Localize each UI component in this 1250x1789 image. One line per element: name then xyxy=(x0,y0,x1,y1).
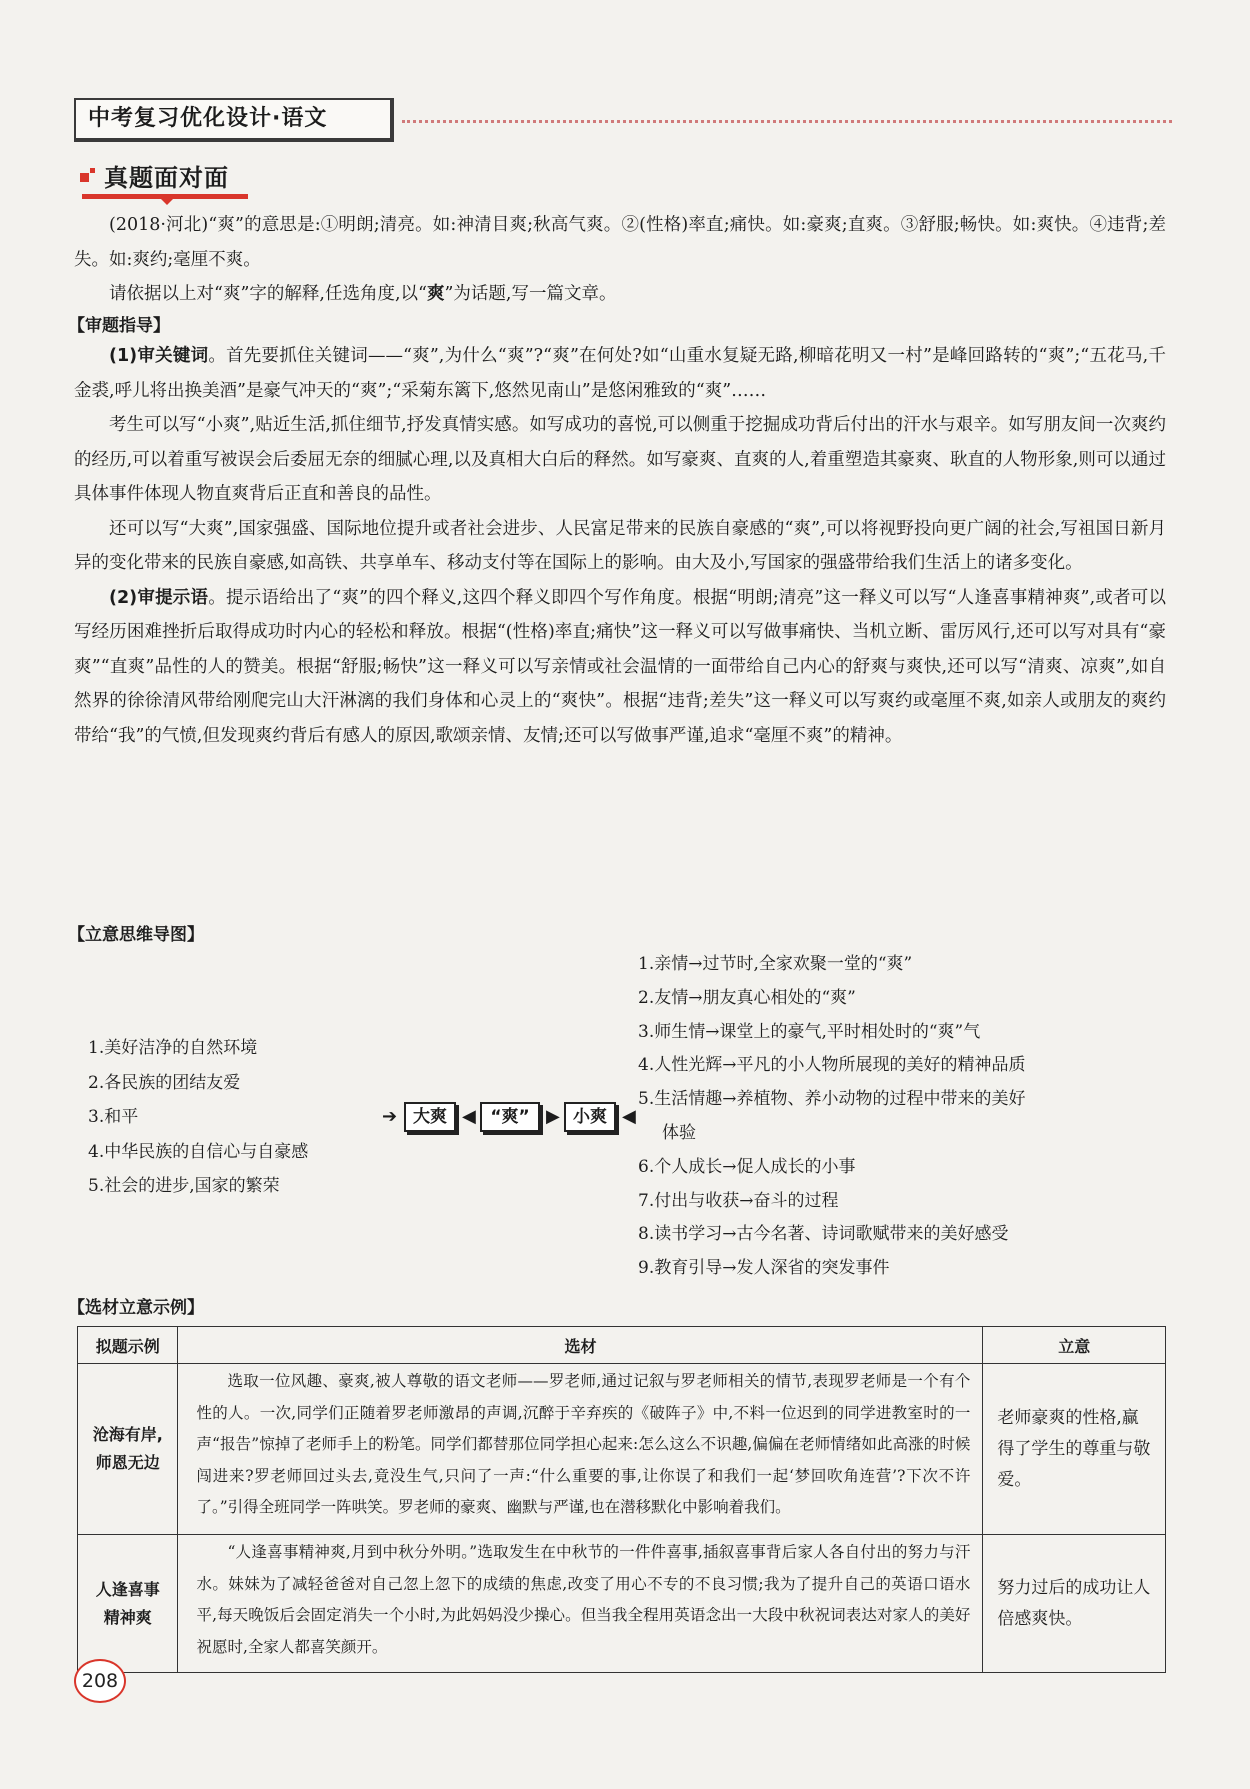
examples-label: 【选材立意示例】 xyxy=(68,1298,204,1318)
prompt-text xyxy=(74,208,1166,312)
mindmap-left-list xyxy=(88,1031,308,1204)
row-title-line: 人逢喜事 xyxy=(95,1579,160,1599)
mindmap-big-box: 大爽 xyxy=(404,1102,456,1132)
arrow-left-icon: ◀ xyxy=(462,1106,476,1127)
table-row xyxy=(78,1364,1166,1535)
guide-para-3: 还可以写“大爽”,国家强盛、国际地位提升或者社会进步、人民富足带来的民族自豪感的“爽”,可以将视野投向更广阔的社会,写祖国日新月异的变化带来的民族自豪感,如高铁、共享单车、移动支付等在国际上的影响。由大及小,写国家的强盛带给我们生活上的诸多变化。 xyxy=(74,518,1166,573)
mindmap-right-item: 6.个人成长→促人成长的小事 xyxy=(638,1156,856,1177)
row-material: 选取一位风趣、豪爽,被人尊敬的语文老师——罗老师,通过记叙与罗老师相关的情节,表现罗老师是一个有个性的人。一次,同学们正随着罗老师激昂的声调,沉醉于辛弃疾的《破阵子》中,不料一位迟到的同学进教室时的一声“报告”惊掉了老师手上的粉笔。同学们都替那位同学担心起来:怎么这么不识趣,偏偏在老师情绪如此高涨的时候闯进来?罗老师回过头去,竟没生气,只问了一声:“什么重要的事,让你误了和我们一起‘梦回吹角连营’?下次不许了。”引得全班同学一阵哄笑。罗老师的豪爽、幽默与严谨,也在潜移默化中影响着我们。 xyxy=(178,1364,983,1535)
section-underline xyxy=(82,194,248,199)
mindmap-right-item: 7.付出与收获→奋斗的过程 xyxy=(638,1190,839,1211)
mindmap-right-item: 2.友情→朋友真心相处的“爽” xyxy=(638,987,856,1008)
section-square-icon xyxy=(80,168,94,182)
examples-table xyxy=(77,1326,1166,1673)
mindmap-right-item: 8.读书学习→古今名著、诗词歌赋带来的美好感受 xyxy=(638,1224,1009,1245)
row-title xyxy=(78,1535,178,1673)
mindmap-left-item: 1.美好洁净的自然环境 xyxy=(88,1038,258,1058)
guide-key-2: (2)审提示语 xyxy=(109,587,209,608)
table-header-row xyxy=(78,1327,1166,1364)
row-idea: 努力过后的成功让人倍感爽快。 xyxy=(983,1535,1166,1673)
guide-para-2: 考生可以写“小爽”,贴近生活,抓住细节,抒发真情实感。如写成功的喜悦,可以侧重于挖掘成功背后付出的汗水与艰辛。如写朋友间一次爽约的经历,可以着重写被误会后委屈无奈的细腻心理,以及真相大白后的释然。如写豪爽、直爽的人,着重塑造其豪爽、耿直的人物形象,则可以通过具体事件体现人物直爽背后正直和善良的品性。 xyxy=(74,415,1166,504)
guide-label: 【审题指导】 xyxy=(68,316,170,336)
row-title xyxy=(78,1364,178,1535)
row-title-line: 师恩无边 xyxy=(95,1453,160,1473)
arrow-left-icon: ◀ xyxy=(622,1106,636,1127)
mindmap-right-item: 9.教育引导→发人深省的突发事件 xyxy=(638,1258,890,1279)
mindmap-root-box: “爽” xyxy=(480,1102,540,1132)
mindmap-left-item: 4.中华民族的自信心与自豪感 xyxy=(88,1141,309,1162)
mindmap-right-item-cont: 体验 xyxy=(662,1122,696,1143)
row-title-line: 沧海有岸, xyxy=(92,1425,163,1445)
prompt-line-2-post: ”为话题,写一篇文章。 xyxy=(444,284,617,304)
header-material: 选材 xyxy=(178,1327,983,1364)
book-title: 中考复习优化设计·语文 xyxy=(74,98,394,142)
guide-para-4 xyxy=(74,581,1166,754)
header-idea: 立意 xyxy=(983,1327,1166,1364)
section-title: 真题面对面 xyxy=(104,164,229,192)
prompt-line-2 xyxy=(74,277,1166,312)
arrow-right-icon: ▶ xyxy=(546,1106,560,1127)
guide-key-1: (1)审关键词 xyxy=(109,346,209,366)
mindmap-label: 【立意思维导图】 xyxy=(68,925,204,945)
page-number: 208 xyxy=(74,1659,126,1703)
guide-para-1 xyxy=(74,339,1166,408)
mindmap-left-item: 5.社会的进步,国家的繁荣 xyxy=(88,1176,280,1196)
row-title-line: 精神爽 xyxy=(103,1607,152,1627)
guide-para-1-text: 。首先要抓住关键词——“爽”,为什么“爽”?“爽”在何处?如“山重水复疑无路,柳暗花明又一村”是峰回路转的“爽”;“五花马,千金裘,呼儿将出换美酒”是豪气冲天的“爽”;“采菊东篱下,悠然见南山”是悠闲雅致的“爽”…… xyxy=(74,346,1166,401)
mindmap-right-item: 1.亲情→过节时,全家欢聚一堂的“爽” xyxy=(638,954,913,974)
mindmap-right-item: 5.生活情趣→养植物、养小动物的过程中带来的美好 xyxy=(638,1089,1026,1110)
prompt-line-1: (2018·河北)“爽”的意思是:①明朗;清亮。如:神清目爽;秋高气爽。②(性格)率直;痛快。如:豪爽;直爽。③舒服;畅快。如:爽快。④违背;差失。如:爽约;毫厘不爽。 xyxy=(74,215,1166,270)
arrow-right-icon: ➔ xyxy=(382,1106,398,1127)
mindmap-right-item: 4.人性光辉→平凡的小人物所展现的美好的精神品质 xyxy=(638,1055,1026,1076)
prompt-line-2-pre: 请依据以上对“爽”字的解释,任选角度,以“ xyxy=(109,284,427,304)
header-dotted-rule xyxy=(402,120,1172,123)
mindmap-right-list xyxy=(638,948,1158,1286)
prompt-topic-word: 爽 xyxy=(426,284,445,304)
guide-text xyxy=(74,339,1166,753)
mindmap-left-item: 2.各民族的团结友爱 xyxy=(88,1072,241,1093)
guide-para-4-text: 。提示语给出了“爽”的四个释义,这四个释义即四个写作角度。根据“明朗;清亮”这一释义可以写“人逢喜事精神爽”,或者可以写经历困难挫折后取得成功时内心的轻松和释放。根据“(性格)率直;痛快”这一释义可以写做事痛快、当机立断、雷厉风行,还可以写对具有“豪爽”“直爽”品性的人的赞美。根据“舒服;畅快”这一释义可以写亲情或社会温情的一面带给自己内心的舒爽与爽快,还可以写“清爽、凉爽”,如自然界的徐徐清风带给刚爬完山大汗淋漓的我们身体和心灵上的“爽快”。根据“违背;差失”这一释义可以写爽约或毫厘不爽,如亲人或朋友的爽约带给“我”的气愤,但发现爽约背后有感人的原因,歌颂亲情、友情;还可以写做事严谨,追求“毫厘不爽”的精神。 xyxy=(74,587,1166,746)
mindmap-right-item: 3.师生情→课堂上的豪气,平时相处时的“爽”气 xyxy=(638,1021,981,1042)
row-material: “人逢喜事精神爽,月到中秋分外明。”选取发生在中秋节的一件件喜事,插叙喜事背后家人各自付出的努力与汗水。妹妹为了减轻爸爸对自己忽上忽下的成绩的焦虑,改变了用心不专的不良习惯;我为了提升自己的英语口语水平,每天晚饭后会固定消失一个小时,为此妈妈没少操心。但当我全程用英语念出一大段中秋祝词表达对家人的美好祝愿时,全家人都喜笑颜开。 xyxy=(178,1535,983,1673)
mindmap-small-box: 小爽 xyxy=(564,1102,616,1132)
header-title: 拟题示例 xyxy=(78,1327,178,1364)
mindmap-left-item: 3.和平 xyxy=(88,1107,139,1127)
row-idea: 老师豪爽的性格,赢得了学生的尊重与敬爱。 xyxy=(983,1364,1166,1535)
table-row xyxy=(78,1535,1166,1673)
